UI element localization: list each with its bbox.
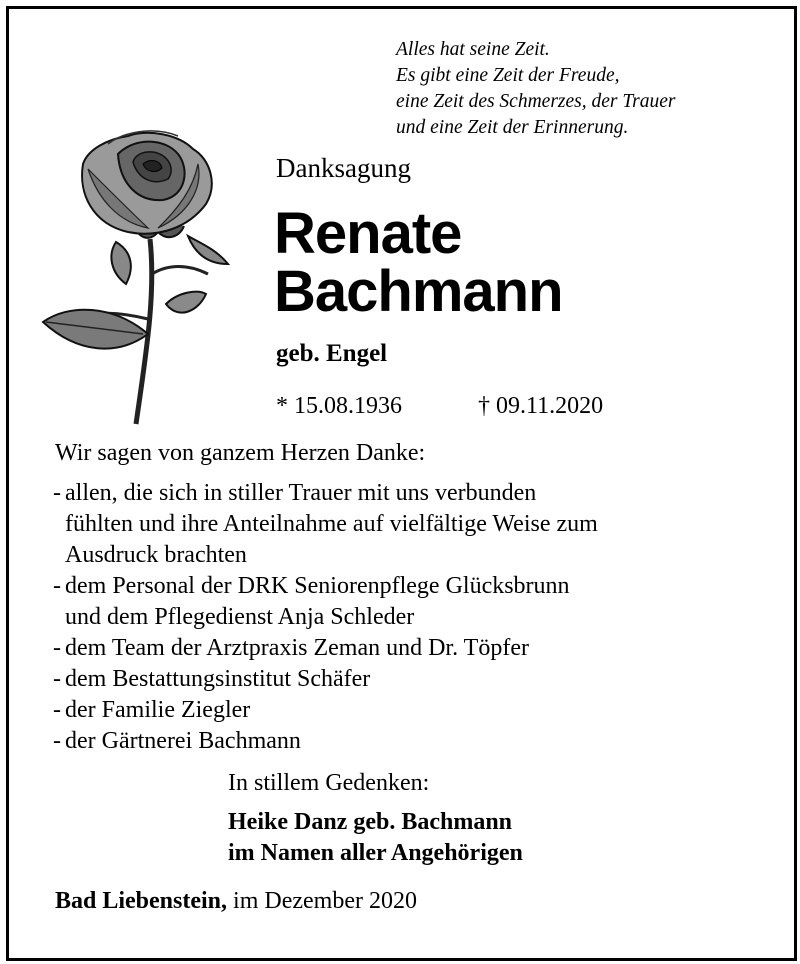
list-line: Ausdruck brachten <box>65 542 247 568</box>
poem <box>396 37 675 141</box>
death-date: † 09.11.2020 <box>478 393 604 419</box>
list-dash: - <box>53 666 61 692</box>
memorial-line: In stillem Gedenken: <box>228 770 430 796</box>
list-line: der Gärtnerei Bachmann <box>65 728 301 754</box>
list-dash: - <box>53 697 61 723</box>
poem-line: eine Zeit des Schmerzes, der Trauer <box>396 91 676 112</box>
signatories <box>228 807 523 869</box>
place-date <box>55 888 417 915</box>
signatory-line: Heike Danz geb. Bachmann <box>228 809 513 835</box>
deceased-name <box>274 201 563 324</box>
list-item <box>53 664 598 695</box>
list-item <box>53 571 598 633</box>
poem-line: Es gibt eine Zeit der Freude, <box>396 65 620 86</box>
poem-line: und eine Zeit der Erinnerung. <box>396 117 629 138</box>
first-name: Renate <box>274 201 462 266</box>
list-line: allen, die sich in stiller Trauer mit uns verbunden <box>65 480 537 506</box>
list-dash: - <box>53 635 61 661</box>
rose-icon <box>38 124 233 434</box>
list-line: fühlten und ihre Anteilnahme auf vielfältige Weise zum <box>65 511 598 537</box>
list-line: dem Team der Arztpraxis Zeman und Dr. Töpfer <box>65 635 529 661</box>
list-line: und dem Pflegedienst Anja Schleder <box>65 604 415 630</box>
place: Bad Liebenstein, <box>55 888 228 914</box>
signatory-line: im Namen aller Angehörigen <box>228 840 523 866</box>
list-item <box>53 478 598 571</box>
heading: Danksagung <box>276 153 411 183</box>
list-line: dem Personal der DRK Seniorenpflege Glücksbrunn <box>65 573 570 599</box>
list-item <box>53 695 598 726</box>
thanks-list <box>53 478 598 757</box>
list-item <box>53 726 598 757</box>
date-line: im Dezember 2020 <box>227 888 417 914</box>
birth-date: * 15.08.1936 <box>276 393 402 419</box>
last-name: Bachmann <box>274 259 563 324</box>
list-item <box>53 633 598 664</box>
list-dash: - <box>53 728 61 754</box>
poem-line: Alles hat seine Zeit. <box>396 39 550 60</box>
list-dash: - <box>53 480 61 506</box>
thanks-intro: Wir sagen von ganzem Herzen Danke: <box>55 440 426 466</box>
list-dash: - <box>53 573 61 599</box>
maiden-name: geb. Engel <box>276 340 388 367</box>
list-line: der Familie Ziegler <box>65 697 251 723</box>
list-line: dem Bestattungsinstitut Schäfer <box>65 666 371 692</box>
